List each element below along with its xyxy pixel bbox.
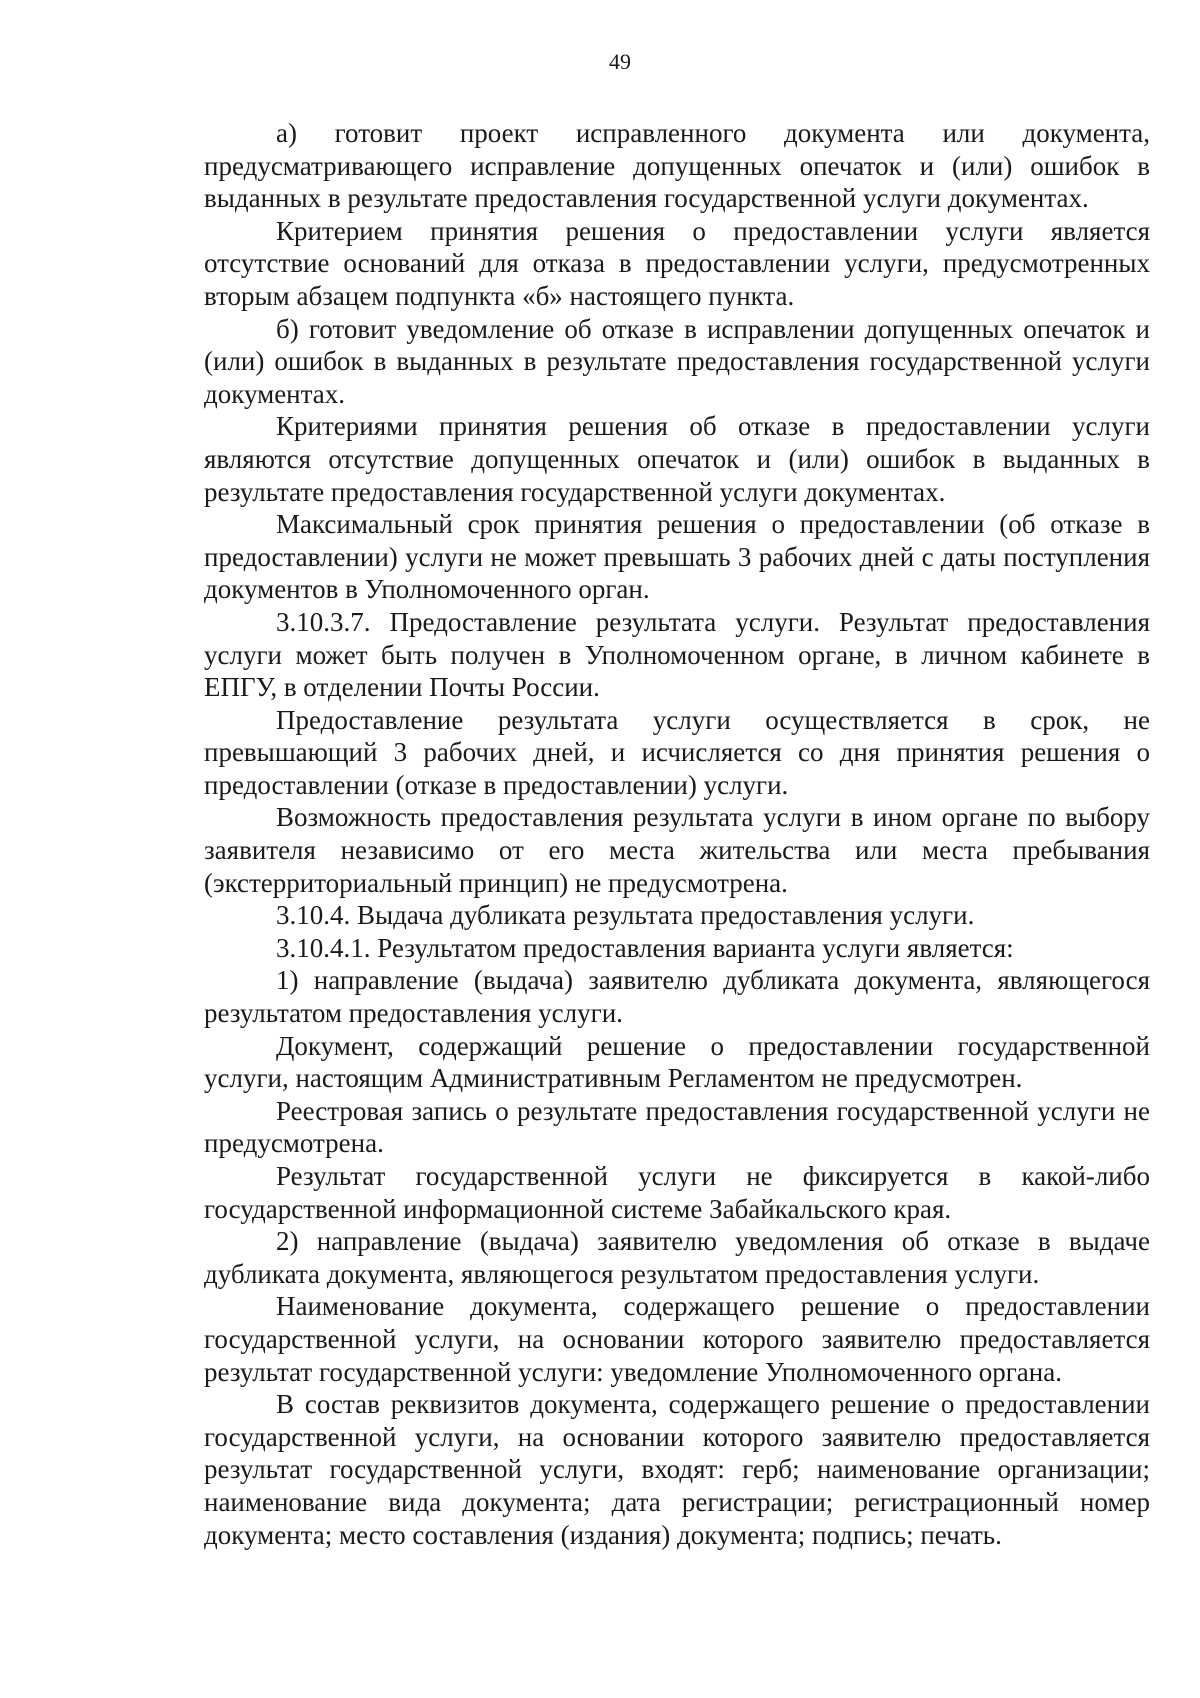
page-number: 49 (609, 49, 631, 74)
paragraph: а) готовит проект исправленного документа или документа, предусматривающего исправление допущенных опечаток и (или) ошибок в выданных в результате предоставления государственной услуги документах. (204, 118, 1150, 214)
paragraph: В состав реквизитов документа, содержащего решение о предоставлении государственной услуги, на основании которого заявителю предоставляется результат государственной услуги, входят: герб; наименование организации; наименование вида документа; дата регистрации; регистрационный номер документа; место составления (издания) документа; подпись; печать. (204, 1389, 1150, 1550)
paragraph: б) готовит уведомление об отказе в исправлении допущенных опечаток и (или) ошибок в выданных в результате предоставления государственной услуги документах. (204, 313, 1150, 409)
paragraph: Результат государственной услуги не фиксируется в какой-либо государственной информационной системе Забайкальского края. (204, 1161, 1150, 1224)
paragraph: Предоставление результата услуги осуществляется в срок, не превышающий 3 рабочих дней, и исчисляется со дня принятия решения о предоставлении (отказе в предоставлении) услуги. (204, 704, 1150, 800)
paragraph: Критерием принятия решения о предоставлении услуги является отсутствие оснований для отказа в предоставлении услуги, предусмотренных вторым абзацем подпункта «б» настоящего пункта. (204, 215, 1150, 311)
paragraph: 3.10.4.1. Результатом предоставления варианта услуги является: (276, 932, 1014, 963)
paragraph: Наименование документа, содержащего решение о предоставлении государственной услуги, на основании которого заявителю предоставляется результат государственной услуги: уведомление Уполномоченного органа. (204, 1291, 1150, 1387)
paragraph: Максимальный срок принятия решения о предоставлении (об отказе в предоставлении) услуги не может превышать 3 рабочих дней с даты поступления документов в Уполномоченного орган. (204, 509, 1150, 605)
paragraph: Критериями принятия решения об отказе в предоставлении услуги являются отсутствие допущенных опечаток и (или) ошибок в выданных в результате предоставления государственной услуги документах. (204, 411, 1150, 507)
document-body (204, 117, 1150, 1551)
paragraph: Документ, содержащий решение о предоставлении государственной услуги, настоящим Административным Регламентом не предусмотрен. (204, 1030, 1150, 1094)
paragraph: Возможность предоставления результата услуги в ином органе по выбору заявителя независимо от его места жительства или места пребывания (экстерриториальный принцип) не предусмотрена. (204, 802, 1150, 898)
paragraph: 3.10.3.7. Предоставление результата услуги. Результат предоставления услуги может быть получен в Уполномоченном органе, в личном кабинете в ЕПГУ, в отделении Почты России. (204, 606, 1150, 703)
paragraph: Реестровая запись о результате предоставления государственной услуги не предусмотрена. (204, 1095, 1150, 1159)
paragraph: 2) направление (выдача) заявителю уведомления об отказе в выдаче дубликата документа, являющегося результатом предоставления услуги. (204, 1226, 1150, 1289)
paragraph: 3.10.4. Выдача дубликата результата предоставления услуги. (276, 900, 975, 931)
paragraph: 1) направление (выдача) заявителю дубликата документа, являющегося результатом предоставления услуги. (204, 965, 1150, 1029)
